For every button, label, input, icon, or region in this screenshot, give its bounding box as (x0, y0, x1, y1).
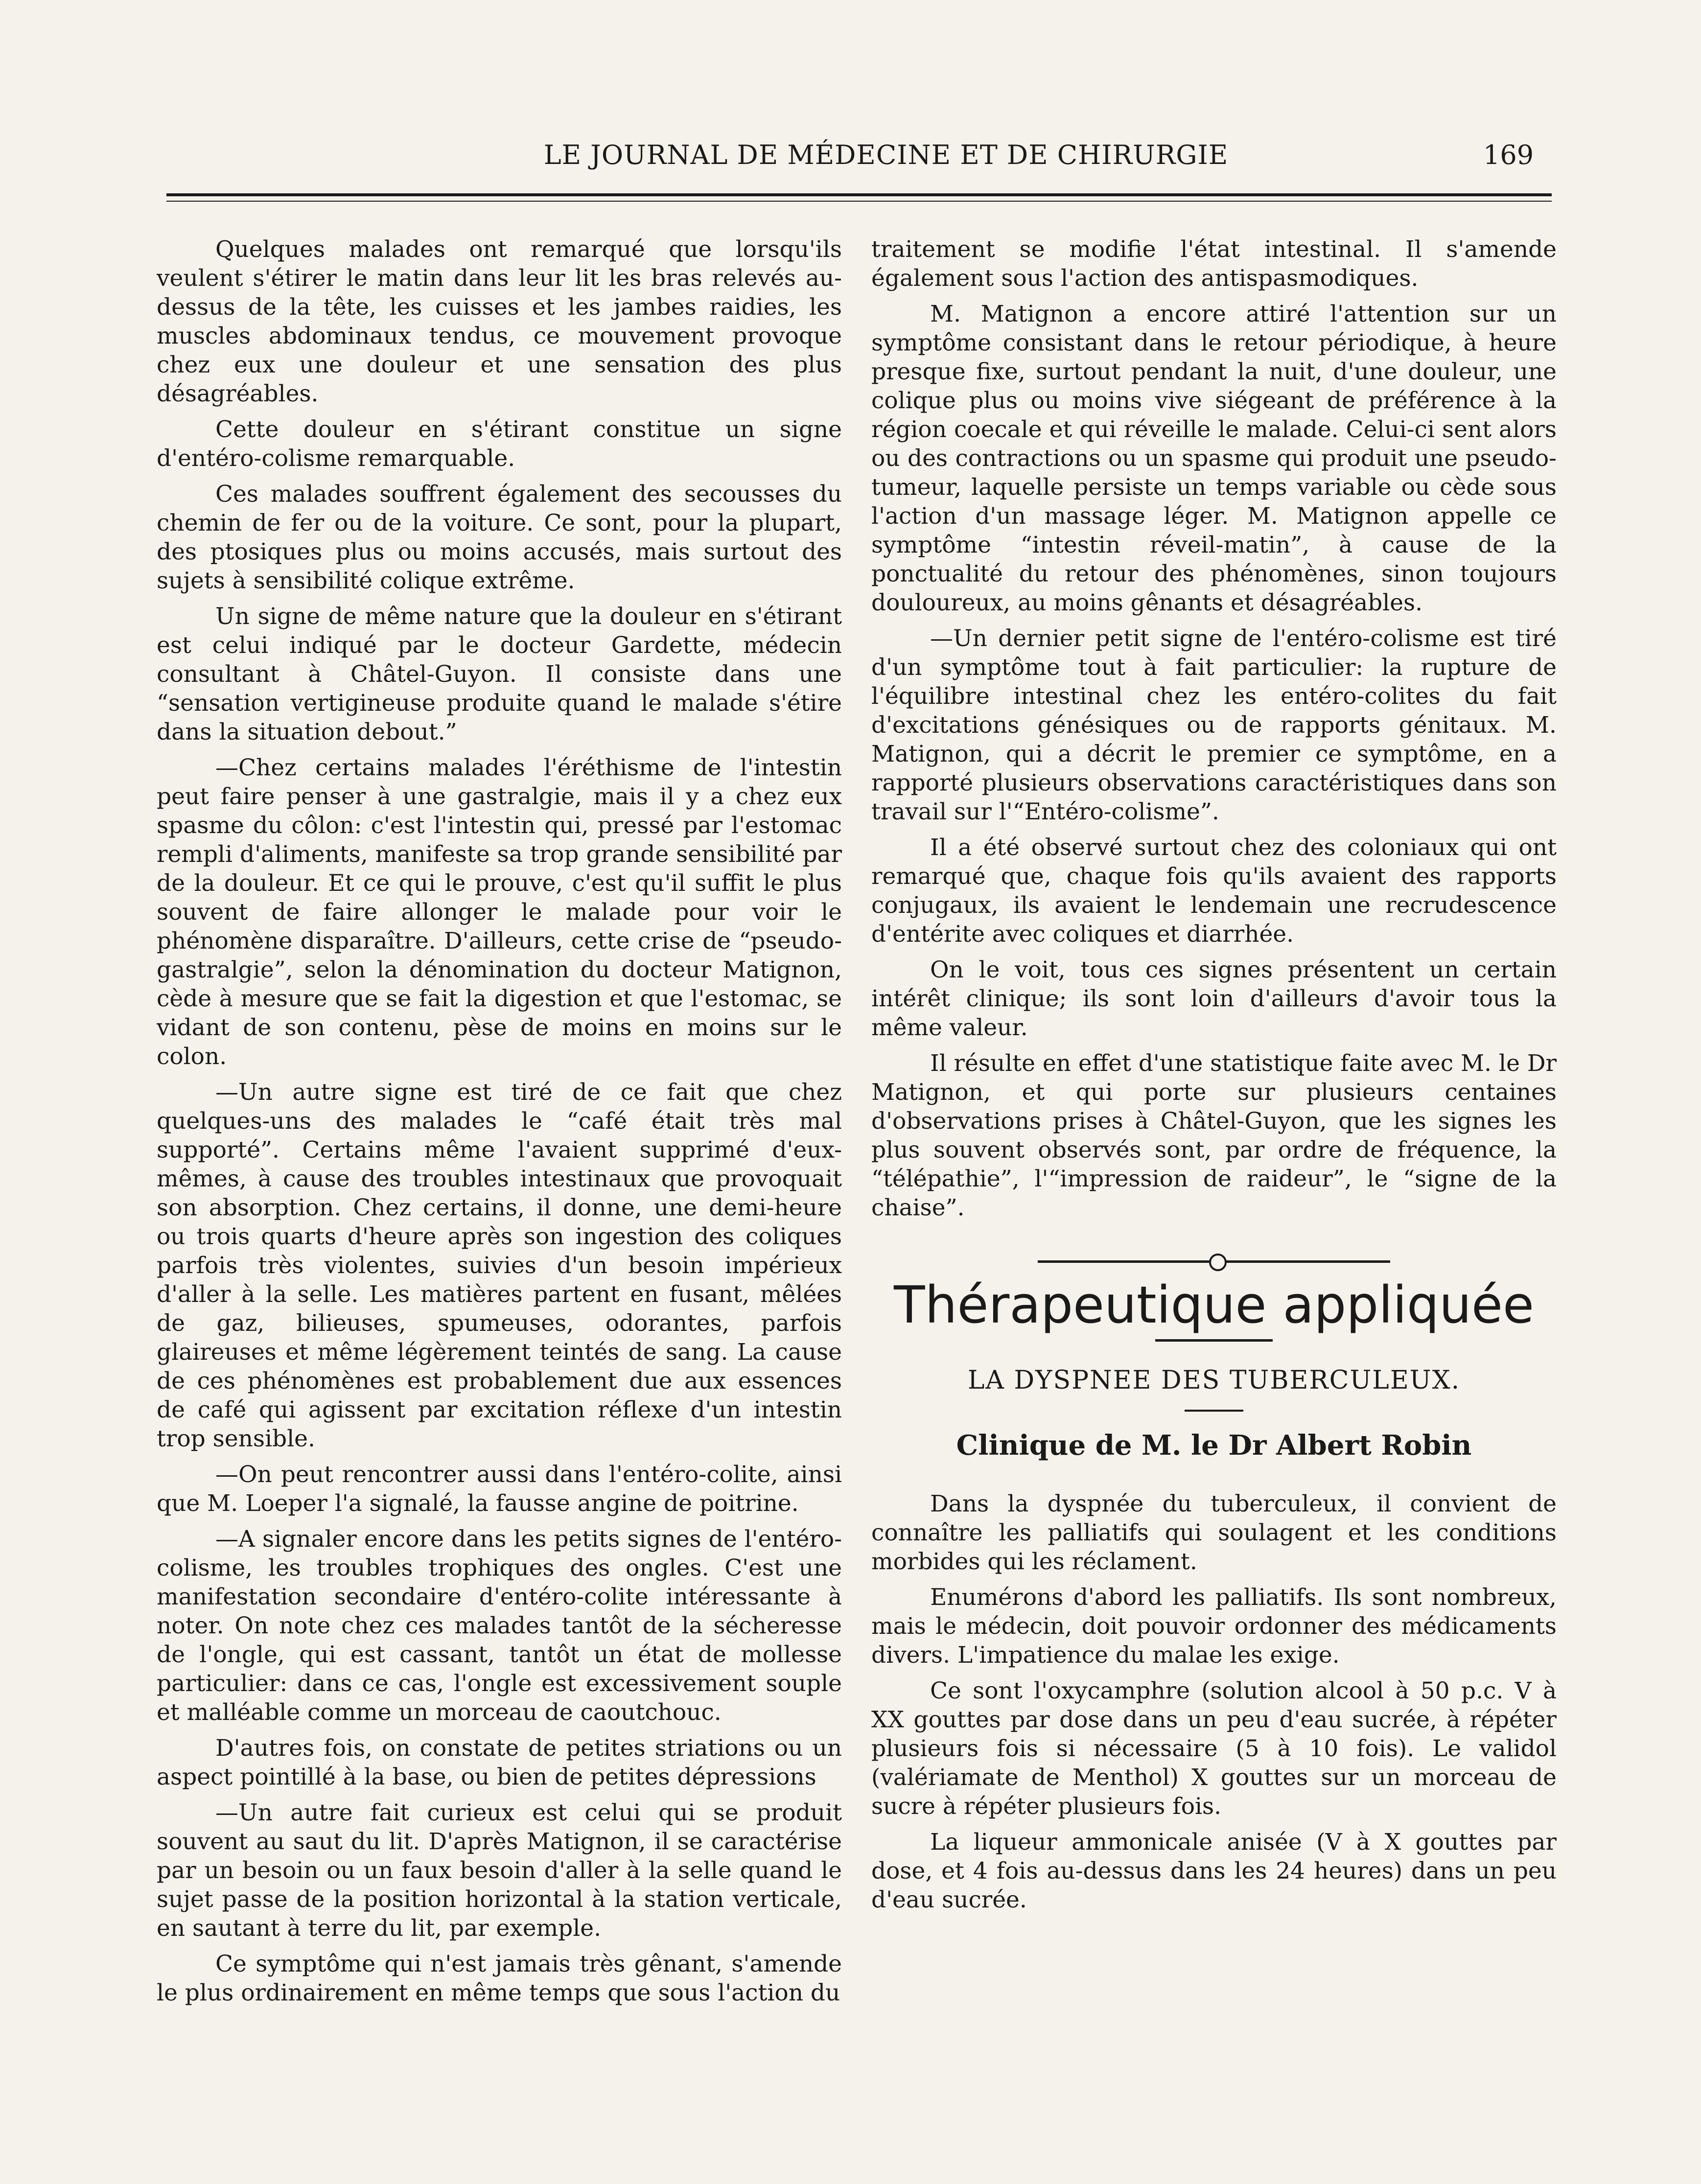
paragraph: Il résulte en effet d'une statistique faite avec M. le Dr Matignon, et qui porte sur plusieurs centaines d'observations prises à Châtel-Guyon, que les signes les plus souvent observés sont, par ordre de fréquence, la “télépathie”, l'“impression de raideur”, le “signe de la chaise”. (871, 1050, 1557, 1221)
subtitle-rule (1185, 1410, 1243, 1412)
paragraph: —Un dernier petit signe de l'entéro-colisme est tiré d'un symptôme tout à fait particulier: la rupture de l'équilibre intestinal chez les entéro-colites du fait d'excitations génésiques ou de rapports génitaux. M. Matignon, qui a décrit le premier ce symptôme, en a rapporté plusieurs observations caractéristiques dans son travail sur l'“Entéro-colisme”. (871, 625, 1557, 825)
right-column (871, 235, 1557, 1921)
paragraph: —Chez certains malades l'éréthisme de l'intestin peut faire penser à une gastralgie, mais il y a chez eux spasme du côlon: c'est l'intestin qui, pressé par l'estomac rempli d'aliments, manifeste sa trop grande sensibilité par de la douleur. Et ce qui le prouve, c'est qu'il suffit le plus souvent de faire allonger le malade pour voir le phénomène disparaître. D'ailleurs, cette crise de “pseudo-gastralgie”, selon la dénomination du docteur Matignon, cède à mesure que se fait la digestion et que l'estomac, se vidant de son contenu, pèse de moins en moins sur le colon. (157, 754, 842, 1070)
paragraph: —Un autre fait curieux est celui qui se produit souvent au saut du lit. D'après Matignon, il se caractérise par un besoin ou un faux besoin d'aller à la selle quand le sujet passe de la position horizontal à la station verticale, en sautant à terre du lit, par exemple. (157, 1799, 842, 1942)
paragraph: Ce sont l'oxycamphre (solution alcool à 50 p.c. V à XX gouttes par dose dans un peu d'eau sucrée, à répéter plusieurs fois si nécessaire (5 à 10 fois). Le validol (valériamate de Menthol) X gouttes sur un morceau de sucre à répéter plusieurs fois. (871, 1677, 1557, 1820)
section-divider (871, 1252, 1557, 1271)
article-subtitle: LA DYSPNEE DES TUBERCULEUX. (967, 1366, 1461, 1395)
paragraph: On le voit, tous ces signes présentent un certain intérêt clinique; ils sont loin d'ailleurs d'avoir tous la même valeur. (871, 956, 1557, 1041)
paragraph: Enumérons d'abord les palliatifs. Ils sont nombreux, mais le médecin, doit pouvoir ordonner des médicaments divers. L'impatience du malae les exige. (871, 1584, 1557, 1669)
paragraph: La liqueur ammonicale anisée (V à X gouttes par dose, et 4 fois au-dessus dans les 24 heures) dans un peu d'eau sucrée. (871, 1829, 1557, 1913)
header-rule-thin (166, 201, 1552, 202)
clinic-heading: Clinique de M. le Dr Albert Robin (956, 1429, 1472, 1462)
paragraph: Dans la dyspnée du tuberculeux, il convient de connaître les palliatifs qui soulagent et les conditions morbides qui les réclament. (871, 1490, 1557, 1575)
paragraph: Il a été observé surtout chez des coloniaux qui ont remarqué que, chaque fois qu'ils avaient des rapports conjugaux, ils avaient le lendemain une recrudescence d'entérite avec coliques et diarrhée. (871, 834, 1557, 948)
paragraph: Quelques malades ont remarqué que lorsqu'ils veulent s'étirer le matin dans leur lit les bras relevés au-dessus de la tête, les cuisses et les jambes raidies, les muscles abdominaux tendus, ce mouvement provoque chez eux une douleur et une sensation des plus désagréables. (157, 236, 842, 407)
paragraph: M. Matignon a encore attiré l'attention sur un symptôme consistant dans le retour périodique, à heure presque fixe, surtout pendant la nuit, d'une douleur, une colique plus ou moins vive siégeant de préférence à la région coecale et qui réveille le malade. Celui-ci sent alors ou des contractions ou un spasme qui produit une pseudo-tumeur, laquelle persiste un temps variable ou cède sous l'action d'un massage léger. M. Matignon appelle ce symptôme “intestin réveil-matin”, à cause de la ponctualité du retour des phénomènes, sinon toujours douloureux, au moins gênants et désagréables. (871, 301, 1557, 616)
paragraph: —On peut rencontrer aussi dans l'entéro-colite, ainsi que M. Loeper l'a signalé, la fausse angine de poitrine. (157, 1461, 842, 1517)
paragraph: —Un autre signe est tiré de ce fait que chez quelques-uns des malades le “café était très mal supporté”. Certains même l'avaient supprimé d'eux-mêmes, à cause des troubles intestinaux que provoquait son absorption. Chez certains, il donne, une demi-heure ou trois quarts d'heure après son ingestion des coliques parfois très violentes, suivies d'un besoin impérieux d'aller à la selle. Les matières partent en fusant, mêlées de gaz, bilieuses, spumeuses, odorantes, parfois glaireuses et même légèrement teintés de sang. La cause de ces phénomènes est probablement due aux essences de café qui agissent par excitation réflexe d'un intestin trop sensible. (157, 1079, 842, 1452)
paragraph: Ces malades souffrent également des secousses du chemin de fer ou de la voiture. Ce sont, pour la plupart, des ptosiques plus ou moins accusés, mais surtout des sujets à sensibilité colique extrême. (157, 481, 842, 594)
title-rule (1155, 1339, 1273, 1342)
header-rule (166, 193, 1552, 196)
paragraph: —A signaler encore dans les petits signes de l'entéro-colisme, les troubles trophiques des ongles. C'est une manifestation secondaire d'entéro-colite intéressante à noter. On note chez ces malades tantôt de la sécheresse de l'ongle, qui est cassant, tantôt un état de mollesse particulier: dans ce cas, l'ongle est excessivement souple et malléable comme un morceau de caoutchouc. (157, 1526, 842, 1726)
divider-ornament (1209, 1254, 1227, 1271)
paragraph: traitement se modifie l'état intestinal. Il s'amende également sous l'action des antispasmodiques. (871, 236, 1557, 292)
paragraph: Cette douleur en s'étirant constitue un signe d'entéro-colisme remarquable. (157, 416, 842, 472)
paragraph: Un signe de même nature que la douleur en s'étirant est celui indiqué par le docteur Gardette, médecin consultant à Châtel-Guyon. Il consiste dans une “sensation vertigineuse produite quand le malade s'étire dans la situation debout.” (157, 603, 842, 745)
paragraph: D'autres fois, on constate de petites striations ou un aspect pointillé à la base, ou bien de petites dépressions (157, 1735, 842, 1790)
running-head: LE JOURNAL DE MÉDECINE ET DE CHIRURGIE (543, 139, 1229, 170)
page-number: 169 (1483, 139, 1534, 170)
left-column (157, 235, 842, 2014)
section-title: Thérapeutique appliquée (894, 1275, 1534, 1335)
paragraph: Ce symptôme qui n'est jamais très gênant, s'amende le plus ordinairement en même temps que sous l'action du (157, 1951, 842, 2006)
